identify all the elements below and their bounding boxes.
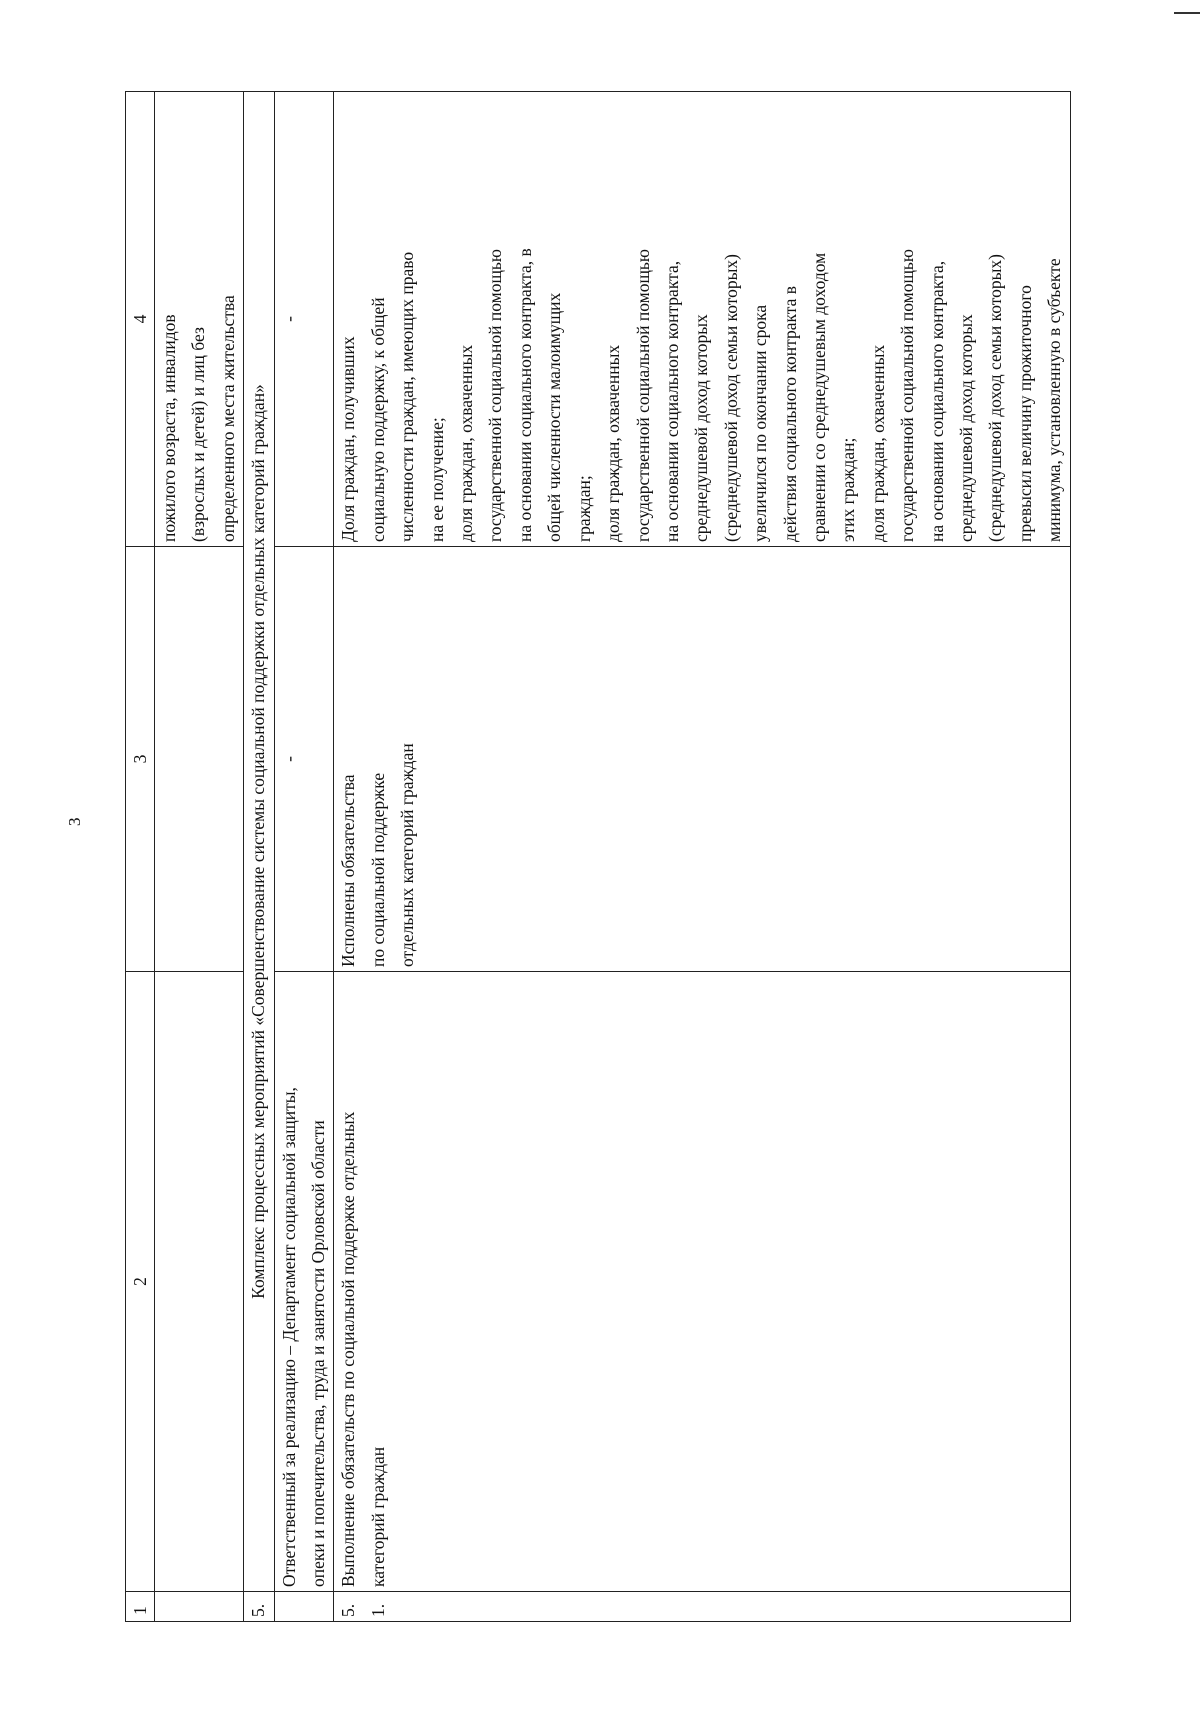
row-5-1-number: 5.1. — [334, 1592, 1070, 1622]
text-line: численности граждан, имеющих право — [397, 251, 418, 542]
text-line: среднедушевой доход которых — [691, 314, 712, 542]
text-line: опеки и попечительства, труда и занятости Орловской области — [308, 1120, 329, 1587]
row-5-1-indicator-cell — [334, 92, 1070, 547]
text-line: (среднедушевой доход семьи которых) — [720, 254, 741, 542]
section-title: Комплекс процессных мероприятий «Совершенствование системы социальной поддержки отдельных категорий граждан» — [244, 92, 274, 1592]
continuation-row — [155, 92, 244, 1622]
text-line: (среднедушевой доход семьи которых) — [985, 254, 1006, 542]
text-line: на основании социального контракта, — [661, 260, 682, 542]
continuation-number-cell — [155, 1592, 244, 1622]
text-line: действия социального контракта в — [779, 285, 800, 542]
section-number: 5. — [244, 1592, 274, 1622]
continuation-task-cell — [155, 972, 244, 1592]
text-line: государственной социальной помощью — [485, 249, 506, 542]
header-col-1: 1 — [126, 1592, 155, 1622]
text-line: пожилого возраста, инвалидов — [159, 314, 179, 542]
text-line: категорий граждан — [367, 1446, 388, 1587]
scan-mark — [1174, 12, 1200, 14]
text-line: минимума, установленную в субъекте — [1044, 258, 1065, 542]
text-line: Исполнены обязательства — [338, 774, 359, 967]
text-line: Ответственный за реализацию – Департамент социальной защиты, — [278, 1087, 299, 1587]
continuation-result-cell — [155, 547, 244, 972]
text-line: на основании социального контракта, в — [514, 248, 535, 542]
page-number: 3 — [65, 817, 84, 826]
text-line: доля граждан, охваченных — [456, 344, 477, 542]
text-line: государственной социальной помощью — [632, 249, 653, 542]
responsible-number-cell — [274, 1592, 334, 1622]
responsible-indicator-cell: - — [274, 92, 334, 547]
header-col-4: 4 — [126, 92, 155, 547]
header-col-2: 2 — [126, 972, 155, 1592]
text-line: Доля граждан, получивших — [338, 336, 359, 542]
text-line: отдельных категорий граждан — [397, 743, 418, 967]
text-line: сравнении со среднедушевым доходом — [808, 252, 829, 542]
text-line: общей численности малоимущих — [544, 292, 565, 542]
text-line: доля граждан, охваченных — [603, 344, 624, 542]
text-line: на ее получение; — [426, 417, 447, 542]
row-5-1 — [334, 92, 1070, 1622]
header-col-3: 3 — [126, 547, 155, 972]
measures-table — [125, 91, 1071, 1622]
row-5-1-result-cell — [334, 547, 1070, 972]
responsible-text-cell — [274, 972, 334, 1592]
text-line: доля граждан, охваченных — [867, 344, 888, 542]
responsible-result-cell: - — [274, 547, 334, 972]
table-header-row — [126, 92, 155, 1622]
text-line: (взрослых и детей) и лиц без — [188, 327, 209, 542]
text-line: среднедушевой доход которых — [955, 314, 976, 542]
row-5-1-task-cell — [334, 972, 1070, 1592]
text-line: государственной социальной помощью — [897, 249, 918, 542]
text-line: социальную поддержку, к общей — [367, 297, 388, 542]
text-line: этих граждан; — [838, 437, 859, 542]
document-page — [65, 62, 1085, 1622]
text-line: увеличился по окончании срока — [750, 304, 771, 542]
text-line: определенного места жительства — [217, 295, 238, 542]
section-row — [244, 92, 274, 1622]
responsible-row — [274, 92, 334, 1622]
text-line: граждан; — [573, 475, 594, 542]
text-line: превысил величину прожиточного — [1014, 285, 1035, 542]
text-line: Выполнение обязательств по социальной поддержке отдельных — [338, 1111, 359, 1587]
text-line: по социальной поддержке — [367, 772, 388, 967]
continuation-indicator-cell — [155, 92, 244, 547]
text-line: на основании социального контракта, — [926, 260, 947, 542]
